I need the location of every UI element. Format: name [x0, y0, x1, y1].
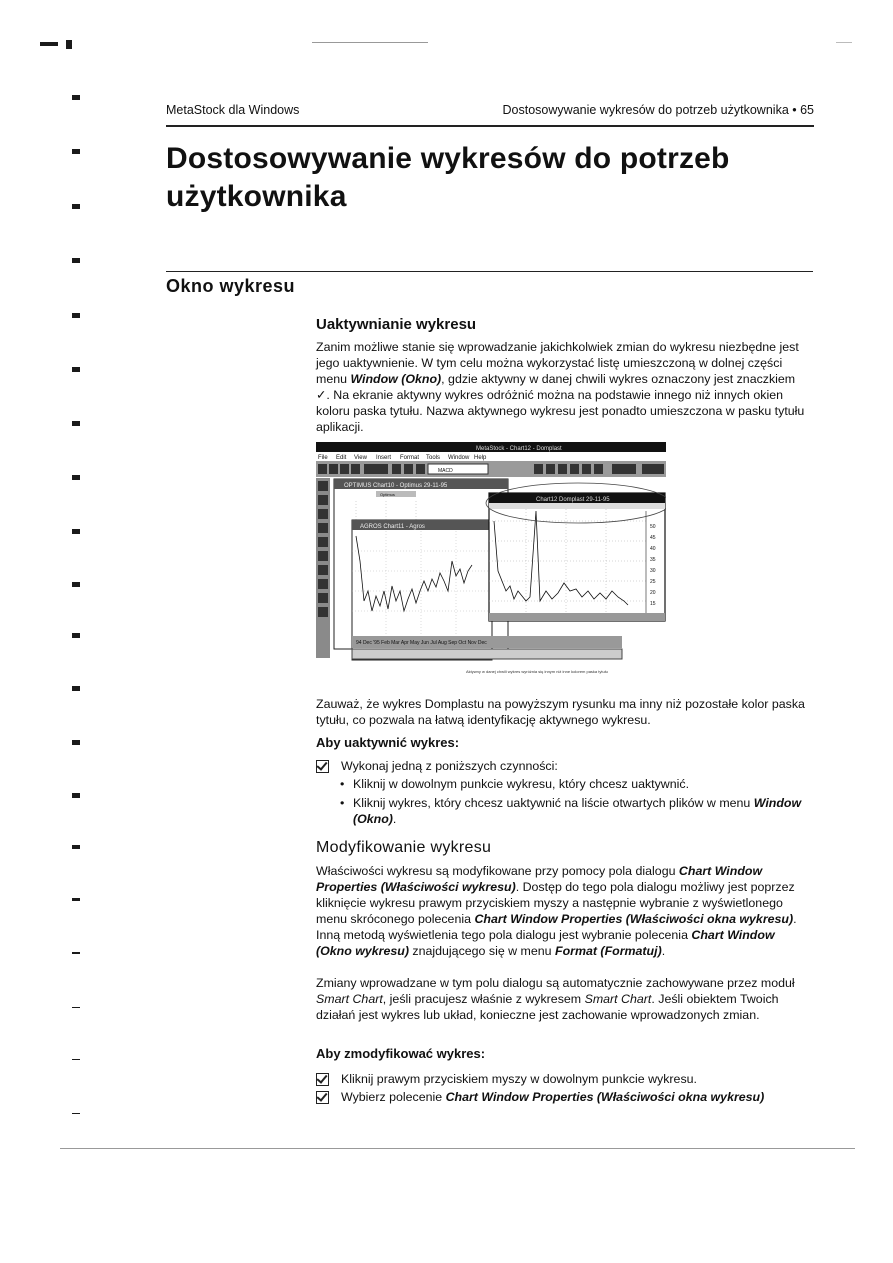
menu-help: Help: [474, 455, 487, 461]
menu-tools: Tools: [426, 455, 441, 461]
list-item: • Kliknij wykres, który chcesz uaktywnić na liście otwartych plików w menu Window (Okno).: [341, 795, 811, 827]
page-title: Dostosowywanie wykresów do potrzeb użytkownika: [166, 142, 730, 213]
running-header-right: Dostosowywanie wykresów do potrzeb użytkownika • 65: [502, 103, 814, 117]
window-domplast-scroll: [489, 613, 665, 621]
section-rule: [166, 271, 813, 272]
svg-text:94 Dec '95 Feb Mar Apr M: 94 Dec '95 Feb Mar Apr May Jun Jul Aug Sep Oct Nov Dec: [356, 640, 487, 646]
how-to-activate-heading: Aby uaktywnić wykres:: [316, 735, 460, 750]
running-header-left: MetaStock dla Windows: [166, 103, 300, 117]
svg-text:45: 45: [650, 535, 656, 541]
note-paragraph: Zauważ, że wykres Domplastu na powyższym rysunku ma inny niż pozostałe kolor paska tytułu, co pozwala na łatwą identyfikację aktywnego wykresu.: [316, 697, 805, 727]
modify-step-1: Kliknij prawym przyciskiem myszy w dowolnym punkcie wykresu.: [316, 1072, 697, 1086]
subsection-heading-activate: Uaktywnianie wykresu: [316, 316, 477, 333]
how-to-modify-heading: Aby zmodyfikować wykres:: [316, 1046, 486, 1061]
window-domplast: [489, 493, 665, 621]
window-domplast-title: Chart12 Domplast 29-11-95: [536, 497, 610, 503]
svg-text:50: 50: [650, 524, 656, 530]
metastock-screenshot: [316, 441, 666, 689]
svg-text:40: 40: [650, 546, 656, 552]
toolbar-field: MACD: [438, 468, 453, 474]
menu-window: Window: [448, 455, 470, 461]
header-rule: [166, 125, 814, 127]
menu-bar: [318, 455, 487, 461]
screenshot-caption: Aktywny w danej chwili wykres wyróżnia się innym niż inne kolorem paska tytułu: [466, 669, 608, 674]
modify-paragraph-2: Zmiany wprowadzane w tym polu dialogu są automatycznie zachowywane przez moduł Smart Chart, jeśli pracujesz właśnie z wykresem Smart Chart. Jeśli obiektem Twoich działań jest wykres lub układ, konieczne jest zachowanie wprowadzonych zmian.: [316, 976, 795, 1022]
svg-text:Optimus: Optimus: [380, 492, 395, 497]
modify-step-2: Wybierz polecenie Chart Window Properties (Właściwości okna wykresu): [316, 1090, 764, 1104]
svg-text:25: 25: [650, 579, 656, 585]
checkbox-icon: [316, 760, 329, 773]
menu-view: View: [354, 455, 367, 461]
window-agros-title: AGROS Chart11 - Agros: [360, 524, 425, 530]
menu-file: File: [318, 455, 328, 461]
modify-paragraph-1: Właściwości wykresu są modyfikowane przy pomocy pola dialogu Chart Window Properties (Właściwości wykresu). Dostęp do tego pola dialogu możliwy jest poprzez kliknięcie wykresu prawym przyciskiem myszy a następnie wybranie z wyświetlonego menu skróconego polecenia Chart Window Properties (Właściwości okna wykresu). Inną metodą wyświetlenia tego pola dialogu jest wybranie polecenia Chart Window (Okno wykresu) znajdującego się w menu Format (Formatuj).: [316, 864, 797, 958]
checkbox-icon: [316, 1091, 329, 1104]
svg-text:15: 15: [650, 601, 656, 607]
window-optimus-title: OPTIMUS Chart10 - Optimus 29-11-95: [344, 483, 448, 489]
checkbox-icon: [316, 1073, 329, 1086]
svg-text:35: 35: [650, 557, 656, 563]
activate-step: Wykonaj jedną z poniższych czynności:: [316, 759, 558, 773]
svg-text:30: 30: [650, 568, 656, 574]
list-item: • Kliknij w dowolnym punkcie wykresu, który chcesz uaktywnić.: [341, 776, 811, 792]
section-heading: Okno wykresu: [166, 276, 296, 296]
activate-paragraph: Zanim możliwe stanie się wprowadzanie jakichkolwiek zmian do wykresu niezbędne jest jego uaktywnienie. W tym celu można wykorzystać listę umieszczoną w dolnej części menu Window (Okno), gdzie aktywny w danej chwili wykres oznaczony jest znaczkiem ✓. Na ekranie aktywny wykres odróżnić można na podstawie innego niż innych okien koloru paska tytułu. Nazwa aktywnego wykresu jest ponadto umieszczona w pasku tytułu aplikacji.: [316, 340, 805, 434]
svg-text:20: 20: [650, 590, 656, 596]
menu-format: Format: [400, 455, 420, 461]
subsection-heading-modify: Modyfikowanie wykresu: [316, 839, 492, 856]
app-title: MetaStock - Chart12 - Domplast: [476, 446, 562, 452]
menu-edit: Edit: [336, 455, 347, 461]
menu-insert: Insert: [376, 455, 392, 461]
